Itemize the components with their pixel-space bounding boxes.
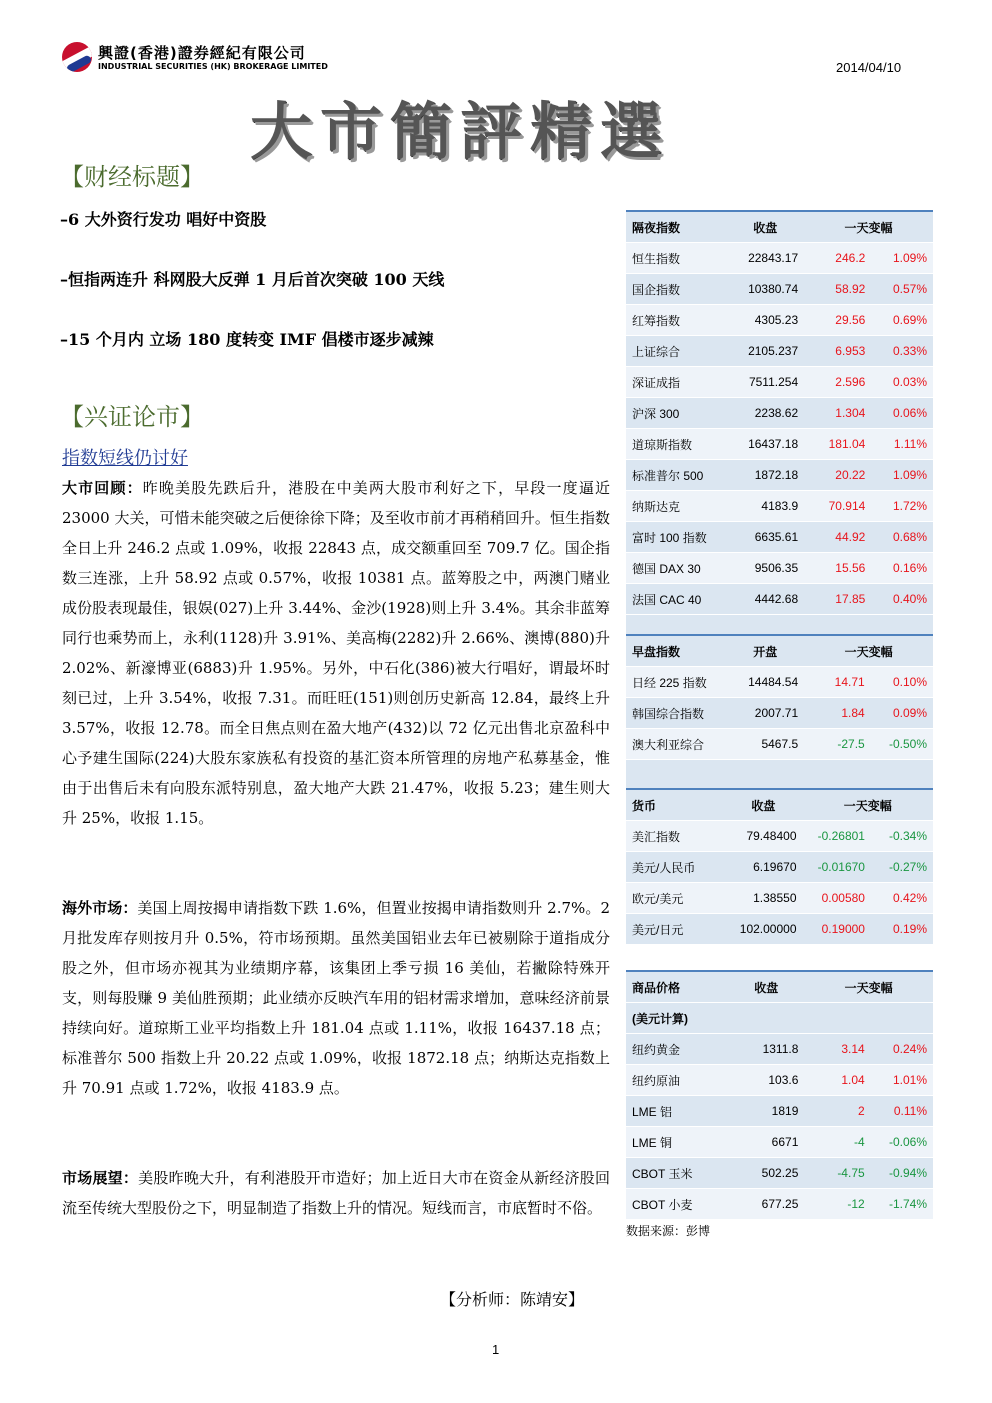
column-header-note: (美元计算)	[626, 1003, 728, 1034]
row-value: 16437.18	[726, 429, 804, 460]
row-change: 3.14	[804, 1034, 870, 1065]
analyst-credit: 【分析师：陈靖安】	[440, 1290, 585, 1309]
table-header-row	[626, 789, 933, 821]
table-row	[626, 852, 933, 883]
row-change: -12	[804, 1189, 870, 1220]
table-row	[626, 667, 933, 698]
row-change-pct: -0.50%	[871, 729, 933, 760]
row-value: 4183.9	[726, 491, 804, 522]
logo-emblem-icon	[62, 42, 92, 72]
table-header-row	[626, 1003, 933, 1034]
row-label: 道琼斯指数	[626, 429, 726, 460]
table-header-row	[626, 635, 933, 667]
row-change: -4	[804, 1127, 870, 1158]
column-header: 货币	[626, 789, 724, 821]
column-header: 一天变幅	[804, 971, 933, 1003]
row-value: 2238.62	[726, 398, 804, 429]
column-header: 一天变幅	[804, 211, 933, 243]
row-change: 0.00580	[803, 883, 871, 914]
row-change: 6.953	[804, 336, 871, 367]
row-change: -27.5	[804, 729, 871, 760]
row-label: 德国 DAX 30	[626, 553, 726, 584]
row-change-pct: 0.68%	[871, 522, 933, 553]
row-change-pct: 0.10%	[871, 667, 933, 698]
row-value: 1311.8	[728, 1034, 804, 1065]
row-value: 9506.35	[726, 553, 804, 584]
row-change: 2.596	[804, 367, 871, 398]
table-row	[626, 305, 933, 336]
row-value: 7511.254	[726, 367, 804, 398]
column-header: 收盘	[726, 211, 804, 243]
row-value: 79.48400	[724, 821, 802, 852]
row-change-pct: -0.34%	[871, 821, 933, 852]
row-change: 246.2	[804, 243, 871, 274]
row-change: 181.04	[804, 429, 871, 460]
commentary-subhead: 指数短线仍讨好	[62, 448, 188, 469]
column-header: 收盘	[724, 789, 802, 821]
row-value: 5467.5	[726, 729, 804, 760]
table-row	[626, 1065, 933, 1096]
row-change: 14.71	[804, 667, 871, 698]
page-title: 大市簡評精選	[250, 95, 671, 168]
row-change: 1.84	[804, 698, 871, 729]
table-row	[626, 522, 933, 553]
row-label: 法国 CAC 40	[626, 584, 726, 615]
row-change: 58.92	[804, 274, 871, 305]
headline-item: –恒指两连升 科网股大反弹 1 月后首次突破 100 天线	[60, 270, 445, 289]
table-row	[626, 1096, 933, 1127]
row-change: 15.56	[804, 553, 871, 584]
row-label: LME 铝	[626, 1096, 728, 1127]
row-change-pct: -1.74%	[871, 1189, 933, 1220]
page-number: 1	[492, 1342, 500, 1357]
row-change-pct: -0.06%	[871, 1127, 933, 1158]
table-row	[626, 398, 933, 429]
table-row	[626, 1127, 933, 1158]
row-change-pct: 0.57%	[871, 274, 933, 305]
row-value: 103.6	[728, 1065, 804, 1096]
row-change-pct: 1.01%	[871, 1065, 933, 1096]
row-label: 沪深 300	[626, 398, 726, 429]
row-label: 国企指数	[626, 274, 726, 305]
row-label: 纽约原油	[626, 1065, 728, 1096]
table-row	[626, 1034, 933, 1065]
paragraph-label: 海外市场：	[62, 899, 138, 917]
row-label: 恒生指数	[626, 243, 726, 274]
market-outlook-paragraph	[62, 1163, 610, 1223]
row-change: 29.56	[804, 305, 871, 336]
row-value: 677.25	[728, 1189, 804, 1220]
commentary-section-title: 【兴证论市】	[60, 403, 204, 431]
column-header: 一天变幅	[804, 635, 933, 667]
table-row	[626, 1189, 933, 1220]
row-change: 1.04	[804, 1065, 870, 1096]
table-row	[626, 274, 933, 305]
row-change-pct: 0.40%	[871, 584, 933, 615]
row-change-pct: 0.24%	[871, 1034, 933, 1065]
row-value: 10380.74	[726, 274, 804, 305]
headline-item: –6 大外资行发功 唱好中资股	[60, 210, 267, 229]
headlines-section-title: 【财经标题】	[60, 163, 204, 191]
row-change-pct: 1.11%	[871, 429, 933, 460]
row-label: 美元/人民币	[626, 852, 724, 883]
row-change: -0.26801	[803, 821, 871, 852]
paragraph-text: 美股昨晚大升，有利港股开市造好；加上近日大市在资金从新经济股回流至传统大型股份之下，明显制造了指数上升的情况。短线而言，市底暂时不俗。	[62, 1169, 610, 1217]
table-row	[626, 698, 933, 729]
row-label: 纽约黄金	[626, 1034, 728, 1065]
column-header: 一天变幅	[803, 789, 933, 821]
row-change-pct: -0.27%	[871, 852, 933, 883]
row-value: 1819	[728, 1096, 804, 1127]
table-header-row	[626, 211, 933, 243]
row-change: 17.85	[804, 584, 871, 615]
row-change: 20.22	[804, 460, 871, 491]
paragraph-text: 昨晚美股先跌后升，港股在中美两大股市利好之下，早段一度逼近 23000 大关，可惜未能突破之后便徐徐下降；及至收市前才再稍稍回升。恒生指数全日上升 246.2 点或 1.09%，收报 22843 点，成交额重回至 709.7 亿。国企指数三连涨，上升 58.92 点或 0.57%，收报 10381 点。蓝筹股之中，两澳门赌业成份股表现最佳，银娱(027)上升 3.44%、金沙(1928)则上升 3.4%。其余非蓝筹同行也乘势而上，永利(1128)升 3.91%、美高梅(2282)升 2.66%、澳博(880)升 2.02%、新濠博亚(6883)升 1.95%。另外，中石化(386)被大行唱好，谓最坏时刻已过，上升 3.54%，收报 7.31。而旺旺(151)则创历史新高 12.84，最终上升 3.57%，收报 12.78。而全日焦点则在盈大地产(432)以 72 亿元出售北京盈科中心予建生国际(224)大股东家族私有投资的基汇资本所管理的房地产私募基金，惟由于出售后未有向股东派特别息，盈大地产大跌 21.47%，收报 5.23；建生则大升 25%，收报 1.15。	[62, 479, 610, 827]
overnight-index-table	[626, 210, 933, 646]
row-change: 2	[804, 1096, 870, 1127]
row-label: 欧元/美元	[626, 883, 724, 914]
currency-table	[626, 788, 933, 945]
row-change-pct: 0.69%	[871, 305, 933, 336]
row-label: CBOT 小麦	[626, 1189, 728, 1220]
row-value: 4305.23	[726, 305, 804, 336]
company-logo	[62, 42, 362, 76]
table-row	[626, 883, 933, 914]
paragraph-text: 美国上周按揭申请指数下跌 1.6%，但置业按揭申请指数则升 2.7%。2 月批发库存则按月升 0.5%，符市场预期。虽然美国铝业去年已被剔除于道指成分股之外，但市场亦视其为业绩期序幕，该集团上季亏损 16 美仙，若撇除特殊开支，则每股赚 9 美仙胜预期；此业绩亦反映汽车用的铝材需求增加，意味经济前景持续向好。道琼斯工业平均指数上升 181.04 点或 1.11%，收报 16437.18 点；标准普尔 500 指数上升 20.22 点或 1.09%，收报 1872.18 点；纳斯达克指数上升 70.91 点或 1.72%，收报 4183.9 点。	[62, 899, 610, 1097]
overseas-market-paragraph	[62, 893, 610, 1103]
row-value: 14484.54	[726, 667, 804, 698]
row-label: 标准普尔 500	[626, 460, 726, 491]
column-header: 收盘	[728, 971, 804, 1003]
row-label: 日经 225 指数	[626, 667, 726, 698]
column-header: 隔夜指数	[626, 211, 726, 243]
row-change-pct: 0.33%	[871, 336, 933, 367]
market-review-paragraph	[62, 473, 610, 833]
column-header: 商品价格	[626, 971, 728, 1003]
row-change-pct: 0.06%	[871, 398, 933, 429]
table-row	[626, 914, 933, 945]
report-date: 2014/04/10	[836, 60, 902, 75]
headline-item: –15 个月内 立场 180 度转变 IMF 倡楼市逐步减辣	[60, 330, 434, 349]
row-change-pct: -0.94%	[871, 1158, 933, 1189]
row-label: 美元/日元	[626, 914, 724, 945]
company-name-cn: 興證(香港)證券經紀有限公司	[98, 44, 306, 62]
row-change: 1.304	[804, 398, 871, 429]
morning-index-table	[626, 634, 933, 791]
data-source-note: 数据来源：彭博	[626, 1224, 711, 1238]
row-change: -0.01670	[803, 852, 871, 883]
table-row	[626, 584, 933, 615]
row-change-pct: 0.19%	[871, 914, 933, 945]
row-label: 纳斯达克	[626, 491, 726, 522]
row-label: 富时 100 指数	[626, 522, 726, 553]
row-label: 红筹指数	[626, 305, 726, 336]
row-change-pct: 0.42%	[871, 883, 933, 914]
row-change-pct: 1.09%	[871, 460, 933, 491]
table-row	[626, 367, 933, 398]
table-row	[626, 1158, 933, 1189]
row-value: 6635.61	[726, 522, 804, 553]
row-label: 深证成指	[626, 367, 726, 398]
paragraph-label: 市场展望：	[62, 1169, 139, 1187]
row-change-pct: 0.09%	[871, 698, 933, 729]
row-change-pct: 1.09%	[871, 243, 933, 274]
row-label: 澳大利亚综合	[626, 729, 726, 760]
row-change: -4.75	[804, 1158, 870, 1189]
row-change-pct: 1.72%	[871, 491, 933, 522]
row-change: 70.914	[804, 491, 871, 522]
spacer-cell	[626, 760, 933, 791]
table-row	[626, 460, 933, 491]
row-change-pct: 0.03%	[871, 367, 933, 398]
table-row	[626, 243, 933, 274]
row-value: 1.38550	[724, 883, 802, 914]
row-value: 1872.18	[726, 460, 804, 491]
table-row	[626, 729, 933, 760]
row-change-pct: 0.16%	[871, 553, 933, 584]
paragraph-label: 大市回顾：	[62, 479, 143, 497]
row-value: 102.00000	[724, 914, 802, 945]
table-header-row	[626, 971, 933, 1003]
row-value: 6.19670	[724, 852, 802, 883]
row-value: 502.25	[728, 1158, 804, 1189]
row-change: 44.92	[804, 522, 871, 553]
row-label: LME 铜	[626, 1127, 728, 1158]
company-name-en: INDUSTRIAL SECURITIES (HK) BROKERAGE LIMITED	[98, 62, 328, 71]
row-label: 韩国综合指数	[626, 698, 726, 729]
table-row	[626, 429, 933, 460]
row-label: CBOT 玉米	[626, 1158, 728, 1189]
table-row	[626, 336, 933, 367]
column-header: 开盘	[726, 635, 804, 667]
row-change-pct: 0.11%	[871, 1096, 933, 1127]
row-change: 0.19000	[803, 914, 871, 945]
row-value: 2105.237	[726, 336, 804, 367]
row-value: 6671	[728, 1127, 804, 1158]
table-row	[626, 553, 933, 584]
table-spacer-row	[626, 760, 933, 791]
column-header: 早盘指数	[626, 635, 726, 667]
row-label: 上证综合	[626, 336, 726, 367]
table-row	[626, 821, 933, 852]
commodity-table	[626, 970, 933, 1220]
row-value: 4442.68	[726, 584, 804, 615]
row-value: 22843.17	[726, 243, 804, 274]
row-value: 2007.71	[726, 698, 804, 729]
table-row	[626, 491, 933, 522]
row-label: 美汇指数	[626, 821, 724, 852]
header-blank	[728, 1003, 933, 1034]
